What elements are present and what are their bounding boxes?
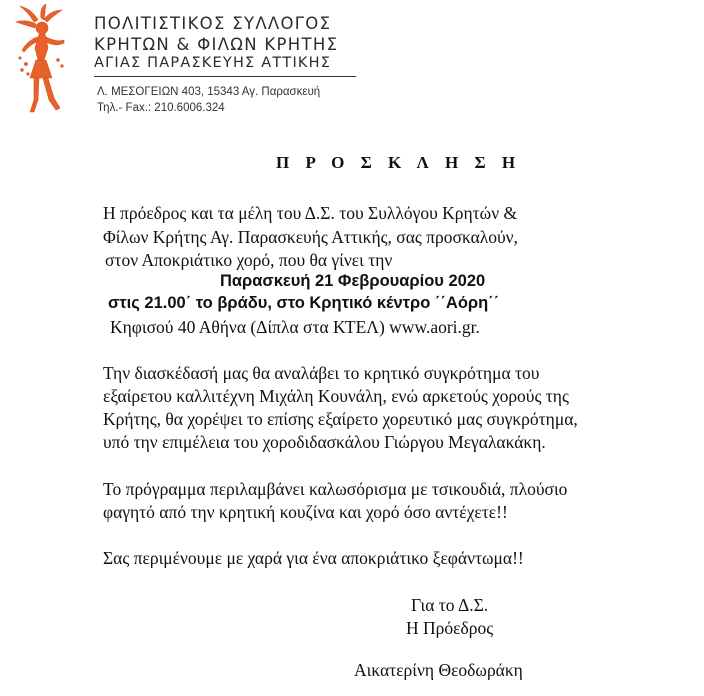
intro-line-2: Φίλων Κρήτης Αγ. Παρασκευής Αττικής, σας προσκαλούν, bbox=[103, 227, 518, 247]
paragraph-1-line-4: υπό την επιμέλεια του χοροδιδασκάλου Γιώργου Μεγαλακάκη. bbox=[103, 432, 546, 452]
signature-for-board: Για το Δ.Σ. bbox=[411, 595, 489, 615]
minoan-figure-logo bbox=[8, 4, 84, 114]
event-date: Παρασκευή 21 Φεβρουαρίου 2020 bbox=[220, 272, 486, 290]
paragraph-1-line-2: εξαίρετου καλλιτέχνη Μιχάλη Κουνάλη, ενώ αρκετούς χορούς της bbox=[103, 386, 569, 406]
paragraph-1-line-1: Την διασκέδασή μας θα αναλάβει το κρητικό συγκρότημα του bbox=[103, 363, 540, 383]
organization-address: Λ. ΜΕΣΟΓΕΙΩΝ 403, 15343 Αγ. Παρασκευή bbox=[97, 86, 321, 98]
paragraph-2-line-1: Το πρόγραμμα περιλαμβάνει καλωσόρισμα με τσικουδιά, πλούσιο bbox=[103, 479, 568, 499]
event-time-place: στις 21.00΄ το βράδυ, στο Κρητικό κέντρο ΄΄Αόρη΄΄ bbox=[108, 294, 500, 312]
letterhead-divider bbox=[94, 76, 356, 77]
organization-name-line-1: ΠΟΛΙΤΙΣΤΙΚΟΣ ΣΥΛΛΟΓΟΣ bbox=[94, 14, 332, 33]
intro-line-3: στον Αποκριάτικο χορό, που θα γίνει την bbox=[105, 250, 393, 270]
signature-name: Αικατερίνη Θεοδωράκη bbox=[354, 660, 523, 680]
paragraph-1-line-3: Κρήτης, θα χορέψει το επίσης εξαίρετο χορευτικό μας συγκρότημα, bbox=[103, 409, 578, 429]
paragraph-3: Σας περιμένουμε με χαρά για ένα αποκριάτικο ξεφάντωμα!! bbox=[103, 548, 524, 568]
organization-name-line-2: ΚΡΗΤΩΝ & ΦΙΛΩΝ ΚΡΗΤΗΣ bbox=[94, 35, 339, 54]
signature-role: Η Πρόεδρος bbox=[406, 618, 494, 638]
organization-phone: Τηλ.- Fax.: 210.6006.324 bbox=[97, 102, 225, 114]
paragraph-2-line-2: φαγητό από την κρητική κουζίνα και χορό όσο αντέχετε!! bbox=[103, 502, 508, 522]
organization-name-line-3: ΑΓΙΑΣ ΠΑΡΑΣΚΕΥΗΣ ΑΤΤΙΚΗΣ bbox=[94, 55, 332, 71]
intro-line-1: Η πρόεδρος και τα μέλη του Δ.Σ. του Συλλόγου Κρητών & bbox=[103, 203, 518, 223]
event-venue-address: Κηφισού 40 Αθήνα (Δίπλα στα ΚΤΕΛ) www.aori.gr. bbox=[110, 317, 480, 337]
invitation-title: Π Ρ Ο Σ Κ Λ Η Σ Η bbox=[276, 153, 522, 172]
